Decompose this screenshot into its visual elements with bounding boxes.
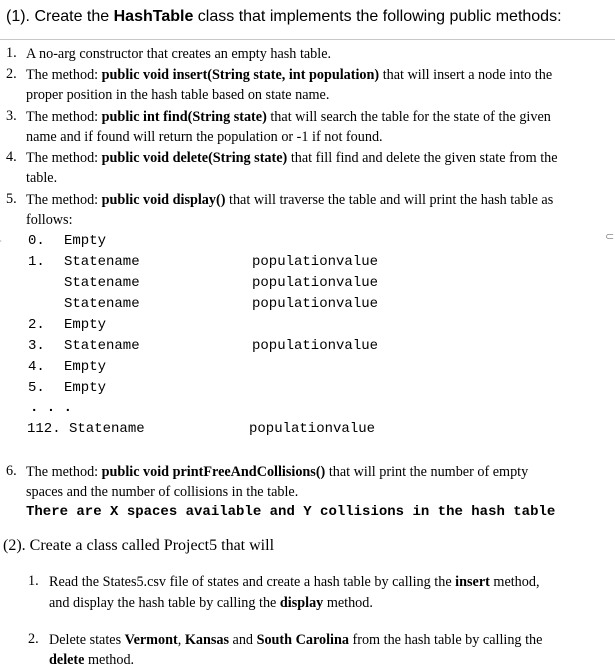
left-edge-mark-icon <box>0 230 1 243</box>
state-name: Vermont <box>124 632 178 648</box>
list-item-delete-cont: table. <box>26 170 58 186</box>
method-signature: public void insert(String state, int population) <box>101 67 380 83</box>
state-name: South Carolina <box>256 632 349 648</box>
item-text: The method: <box>26 192 102 208</box>
list-item-display <box>26 191 553 210</box>
example-state-name: Statename <box>64 296 140 312</box>
heading-class-name: HashTable <box>113 8 194 25</box>
right-edge-mark-icon: ⊂ <box>605 230 615 243</box>
method-name: delete <box>49 652 85 668</box>
list-item-delete-states <box>49 631 542 650</box>
example-last-row-label: 112. Statename <box>27 421 145 437</box>
method-signature: public int find(String state) <box>101 109 267 125</box>
item-text: and display the hash table by calling the <box>49 595 280 611</box>
example-state-name: Statename <box>64 254 140 270</box>
item-text: that fill find and delete the given state from the <box>287 150 558 166</box>
example-population: populationvalue <box>252 338 379 354</box>
item-text: The method: <box>26 109 102 125</box>
example-state-name: Statename <box>64 338 140 354</box>
example-index: 0. <box>28 233 45 249</box>
list-item-read-csv <box>49 573 540 592</box>
example-ellipsis: . . . <box>30 400 73 416</box>
heading-prefix: (1). Create the <box>6 8 114 25</box>
list-item-find <box>26 108 551 127</box>
list-item-delete-states-cont <box>49 651 134 670</box>
example-state-name: Empty <box>64 359 107 375</box>
method-signature: public void delete(String state) <box>101 150 288 166</box>
item-text: from the hash table by calling the <box>348 632 543 648</box>
item-text: method, <box>489 574 540 590</box>
item-text: that will search the table for the state of the given <box>266 109 551 125</box>
example-index: 3. <box>28 338 45 354</box>
example-population: populationvalue <box>252 296 379 312</box>
item-text: The method: <box>26 464 102 480</box>
item-text: The method: <box>26 67 102 83</box>
list-item-delete <box>26 149 558 168</box>
example-state-name: Empty <box>64 233 107 249</box>
list-item-find-cont: name and if found will return the population or -1 if not found. <box>26 129 383 145</box>
example-state-name: Empty <box>64 317 107 333</box>
part1-heading <box>6 8 562 26</box>
item-number: 4. <box>6 149 17 165</box>
item-text: A no-arg constructor that creates an empty hash table. <box>26 46 332 62</box>
item-text: that will print the number of empty <box>325 464 529 480</box>
method-name: display <box>279 595 324 611</box>
item-number: 5. <box>6 191 17 207</box>
method-signature: public void printFreeAndCollisions() <box>101 464 326 480</box>
list-item-read-csv-cont <box>49 594 373 613</box>
example-population: populationvalue <box>252 275 379 291</box>
list-item-insert <box>26 66 552 85</box>
item-number: 1. <box>6 45 17 61</box>
item-number: 2. <box>28 631 39 647</box>
list-item-constructor <box>26 45 331 64</box>
item-number: 1. <box>28 573 39 589</box>
example-state-name: Statename <box>64 275 140 291</box>
item-number: 6. <box>6 463 17 479</box>
list-item-display-cont: follows: <box>26 212 73 228</box>
heading-divider <box>0 39 615 40</box>
item-text: and <box>228 632 257 648</box>
list-item-insert-cont: proper position in the hash table based on state name. <box>26 87 330 103</box>
example-state-name: Empty <box>64 380 107 396</box>
item-text: method. <box>323 595 373 611</box>
example-population: populationvalue <box>249 421 376 437</box>
item-text: that will insert a node into the <box>379 67 553 83</box>
example-index: 4. <box>28 359 45 375</box>
list-item-print-free-collisions <box>26 463 528 482</box>
method-signature: public void display() <box>101 192 226 208</box>
item-text: that will traverse the table and will print the hash table as <box>225 192 554 208</box>
item-text: Delete states <box>49 632 125 648</box>
item-text: , <box>177 632 185 648</box>
item-number: 3. <box>6 108 17 124</box>
state-name: Kansas <box>184 632 229 648</box>
example-index: 1. <box>28 254 45 270</box>
example-population: populationvalue <box>252 254 379 270</box>
example-index: 5. <box>28 380 45 396</box>
item-text: Read the States5.csv file of states and create a hash table by calling the <box>49 574 456 590</box>
part2-heading: (2). Create a class called Project5 that will <box>3 537 275 554</box>
item-number: 2. <box>6 66 17 82</box>
example-index: 2. <box>28 317 45 333</box>
heading-suffix: class that implements the following public methods: <box>193 8 562 25</box>
item-text: method. <box>84 652 135 668</box>
list-item-print-free-collisions-cont: spaces and the number of collisions in the table. <box>26 484 299 500</box>
item-text: The method: <box>26 150 102 166</box>
method-name: insert <box>455 574 490 590</box>
example-output-line: There are X spaces available and Y collisions in the hash table <box>26 504 556 520</box>
